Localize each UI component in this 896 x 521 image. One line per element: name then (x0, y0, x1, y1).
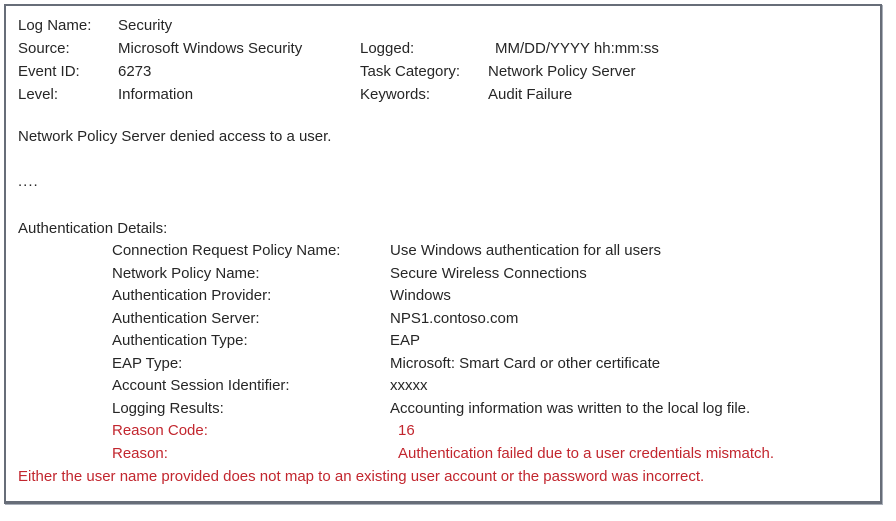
event-log-panel (4, 4, 882, 504)
task-category-value: Network Policy Server (488, 63, 636, 80)
log-name-value: Security (118, 17, 173, 34)
reason-explanation-text: Either the user name provided does not map to an existing user account or the password was incorrect. (18, 468, 705, 485)
detail-row-connection-request-policy (18, 240, 870, 263)
detail-row-eap-type (18, 353, 870, 376)
detail-value: Microsoft: Smart Card or other certificate (390, 354, 661, 372)
detail-row-reason-code (18, 420, 870, 443)
source-value: Microsoft Windows Security (118, 40, 303, 57)
detail-value: EAP (390, 332, 421, 349)
detail-label: Reason Code: (112, 422, 208, 439)
detail-row-logging-results (18, 398, 870, 421)
level-label: Level: (18, 86, 59, 103)
detail-value: Use Windows authentication for all users (390, 242, 661, 259)
event-id-value: 6273 (118, 63, 152, 80)
source-label: Source: (18, 40, 70, 57)
header-row-log-name (18, 14, 870, 37)
detail-value: Accounting information was written to the local log file. (390, 399, 751, 417)
detail-value: xxxxx (390, 377, 428, 394)
header-row-eventid-taskcategory (18, 60, 870, 83)
logged-value: MM/DD/YYYY hh:mm:ss (495, 40, 659, 57)
detail-value: Windows (390, 287, 451, 304)
header-spacer (488, 14, 870, 37)
authentication-details-title: Authentication Details: (18, 220, 168, 237)
omitted-content-marker: .... (18, 173, 39, 190)
detail-row-network-policy-name (18, 263, 870, 286)
detail-label: Logging Results: (112, 399, 224, 417)
detail-value: Authentication failed due to a user credentials mismatch. (398, 444, 775, 462)
task-category-label: Task Category: (360, 63, 461, 80)
keywords-value: Audit Failure (488, 86, 573, 103)
detail-label: Authentication Provider: (112, 287, 272, 304)
detail-label: EAP Type: (112, 354, 183, 372)
log-name-label: Log Name: (18, 17, 92, 34)
detail-value: Secure Wireless Connections (390, 264, 587, 282)
detail-row-reason (18, 443, 870, 466)
detail-label: Authentication Server: (112, 309, 260, 327)
detail-row-authentication-server (18, 308, 870, 331)
header-row-level-keywords (18, 83, 870, 106)
detail-value: 16 (398, 422, 415, 439)
detail-label: Connection Request Policy Name: (112, 242, 341, 259)
detail-row-authentication-provider (18, 285, 870, 308)
detail-row-account-session-identifier (18, 375, 870, 398)
authentication-details-list (18, 240, 870, 465)
event-id-label: Event ID: (18, 63, 80, 80)
detail-row-authentication-type (18, 330, 870, 353)
detail-label: Authentication Type: (112, 332, 248, 349)
header-spacer (360, 14, 488, 37)
detail-label: Reason: (112, 444, 168, 462)
detail-value: NPS1.contoso.com (390, 309, 519, 327)
keywords-label: Keywords: (360, 86, 431, 103)
header-row-source-logged (18, 37, 870, 60)
level-value: Information (118, 86, 194, 103)
detail-label: Account Session Identifier: (112, 377, 290, 394)
logged-label: Logged: (360, 40, 415, 57)
detail-label: Network Policy Name: (112, 264, 260, 282)
event-header (18, 14, 870, 106)
event-message: Network Policy Server denied access to a user. (18, 128, 332, 145)
